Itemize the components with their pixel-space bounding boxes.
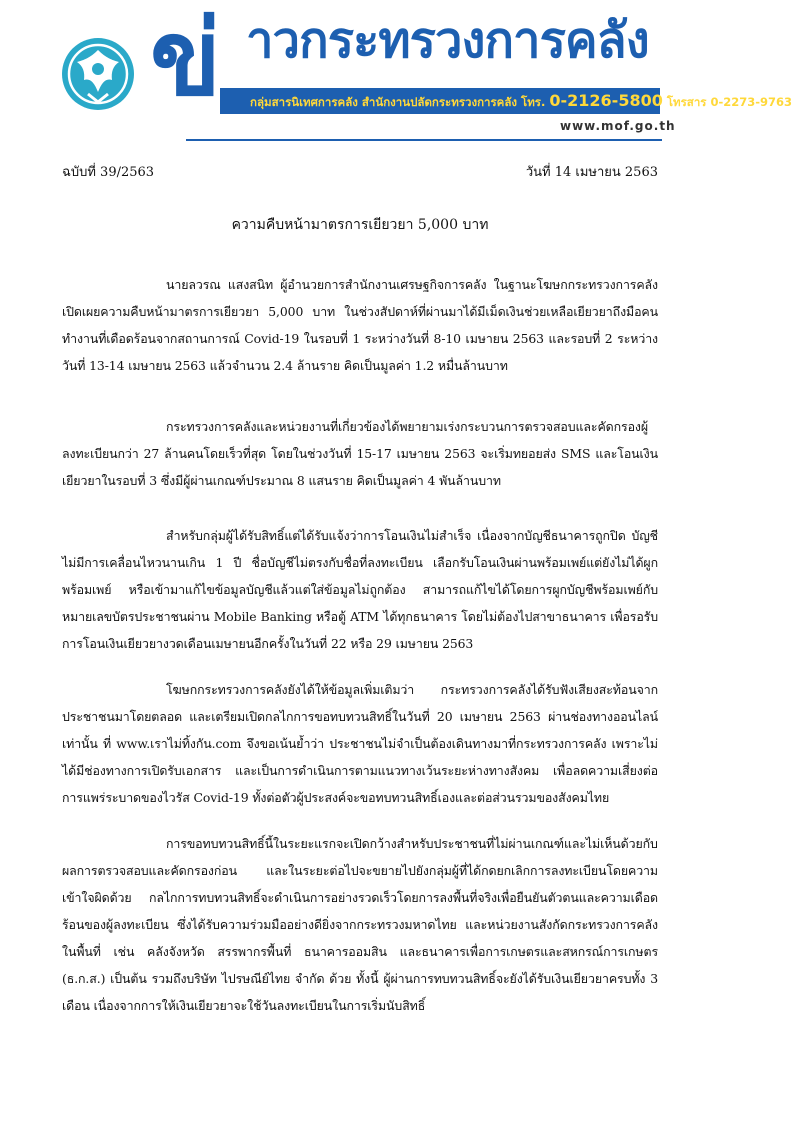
masthead-title: าวกระทรวงการคลัง	[246, 12, 649, 69]
page-title: ความคืบหน้ามาตรการเยียวยา 5,000 บาท	[231, 217, 489, 233]
issue-date: วันที่ 14 เมษายน 2563	[525, 165, 658, 180]
body-paragraph-1: นายลวรณ แสงสนิท ผู้อำนวยการสำนักงานเศรษฐกิจการคลัง ในฐานะโฆษกกระทรวงการคลัง เปิดเผยความคืบหน้ามาตรการเยียวยา 5,000 บาท ในช่วงสัปดาห์ที่ผ่านมาได้มีเม็ดเงินช่วยเหลือเยียวยาถึงมือคนทำงานที่เดือดร้อนจากสถานการณ์ Covid-19 ในรอบที่ 1 ระหว่างวันที่ 8-10 เมษายน 2563 และรอบที่ 2 ระหว่างวันที่ 13-14 เมษายน 2563 แล้วจำนวน 2.4 ล้านราย คิดเป็นมูลค่า 1.2 หมื่นล้านบาท	[62, 277, 658, 374]
body-paragraph-5: การขอทบทวนสิทธิ์นี้ในระยะแรกจะเปิดกว้างสำหรับประชาชนที่ไม่ผ่านเกณฑ์และไม่เห็นด้วยกับผลการตรวจสอบและคัดกรองก่อน และในระยะต่อไปจะขยายไปยังกลุ่มผู้ที่ได้กดยกเลิกการลงทะเบียนโดยความเข้าใจผิดด้วย กลไกการทบทวนสิทธิ์จะดำเนินการอย่างรวดเร็วโดยการลงพื้นที่จริงเพื่อยืนยันตัวตนและความเดือดร้อนของผู้ลงทะเบียน ซึ่งได้รับความร่วมมืออย่างดียิ่งจากกระทรวงมหาดไทย และหน่วยงานสังกัดกระทรวงการคลังในพื้นที่ เช่น คลังจังหวัด สรรพากรพื้นที่ ธนาคารออมสิน และธนาคารเพื่อการเกษตรและสหกรณ์การเกษตร (ธ.ก.ส.) เป็นต้น รวมถึงบริษัท ไปรษณีย์ไทย จำกัด ด้วย ทั้งนี้ ผู้ผ่านการทบทวนสิทธิ์จะยังได้รับเงินเยียวยาครบทั้ง 3 เดือน เนื่องจากการให้เงินเยียวยาจะใช้วันลงทะเบียนในการเริ่มนับสิทธิ์	[62, 836, 658, 1014]
fax-label: โทรสาร	[666, 95, 707, 109]
fax-number: 0-2273-9763	[710, 95, 792, 109]
masthead	[0, 0, 792, 150]
office-name: กลุ่มสารนิเทศการคลัง สำนักงานปลัดกระทรวงการคลัง	[250, 95, 518, 109]
body-paragraph-4: โฆษกกระทรวงการคลังยังได้ให้ข้อมูลเพิ่มเติมว่า กระทรวงการคลังได้รับฟังเสียงสะท้อนจากประชาชนมาโดยตลอด และเตรียมเปิดกลไกการขอทบทวนสิทธิ์ในวันที่ 20 เมษายน 2563 ผ่านช่องทางออนไลน์เท่านั้น ที่ www.เราไม่ทิ้งกัน.com จึงขอเน้นย้ำว่า ประชาชนไม่จำเป็นต้องเดินทางมาที่กระทรวงการคลัง เพราะไม่ได้มีช่องทางการเปิดรับเอกสาร และเป็นการดำเนินการตามแนวทางเว้นระยะห่างทางสังคม เพื่อลดความเสี่ยงต่อการแพร่ระบาดของไวรัส Covid-19 ทั้งต่อตัวผู้ประสงค์จะขอทบทวนสิทธิ์เองและต่อส่วนรวมของสังคมไทย	[62, 682, 658, 806]
masthead-title-prefix: ข่	[150, 0, 218, 119]
tel-label: โทร.	[521, 95, 546, 109]
garuda-emblem-icon	[60, 36, 136, 112]
body-paragraph-2: กระทรวงการคลังและหน่วยงานที่เกี่ยวข้องได้พยายามเร่งกระบวนการตรวจสอบและคัดกรองผู้ลงทะเบียนกว่า 27 ล้านคนโดยเร็วที่สุด โดยในช่วงวันที่ 15-17 เมษายน 2563 จะเริ่มทยอยส่ง SMS และโอนเงินเยียวยาในรอบที่ 3 ซึ่งมีผู้ผ่านเกณฑ์ประมาณ 8 แสนราย คิดเป็นมูลค่า 4 พันล้านบาท	[62, 419, 658, 489]
website-url: www.mof.go.th	[560, 119, 676, 133]
contact-bar	[220, 88, 792, 114]
tel-number: 0-2126-5800	[549, 91, 663, 110]
issue-number: ฉบับที่ 39/2563	[62, 165, 155, 180]
body-paragraph-3: สำหรับกลุ่มผู้ได้รับสิทธิ์แต่ได้รับแจ้งว่าการโอนเงินไม่สำเร็จ เนื่องจากบัญชีธนาคารถูกปิด บัญชีไม่มีการเคลื่อนไหวนานเกิน 1 ปี ชื่อบัญชีไม่ตรงกับชื่อที่ลงทะเบียน เลือกรับโอนเงินผ่านพร้อมเพย์แต่ยังไม่ได้ผูกพร้อมเพย์ หรือเข้ามาแก้ไขข้อมูลบัญชีแล้วแต่ใส่ข้อมูลไม่ถูกต้อง สามารถแก้ไขได้โดยการผูกบัญชีพร้อมเพย์กับหมายเลขบัตรประชาชนผ่าน Mobile Banking หรือตู้ ATM ได้ทุกธนาคาร โดยไม่ต้องไปสาขาธนาคาร เพื่อรอรับการโอนเงินเยียวยางวดเดือนเมษายนอีกครั้งในวันที่ 22 หรือ 29 เมษายน 2563	[62, 528, 658, 652]
header-divider	[186, 139, 662, 141]
